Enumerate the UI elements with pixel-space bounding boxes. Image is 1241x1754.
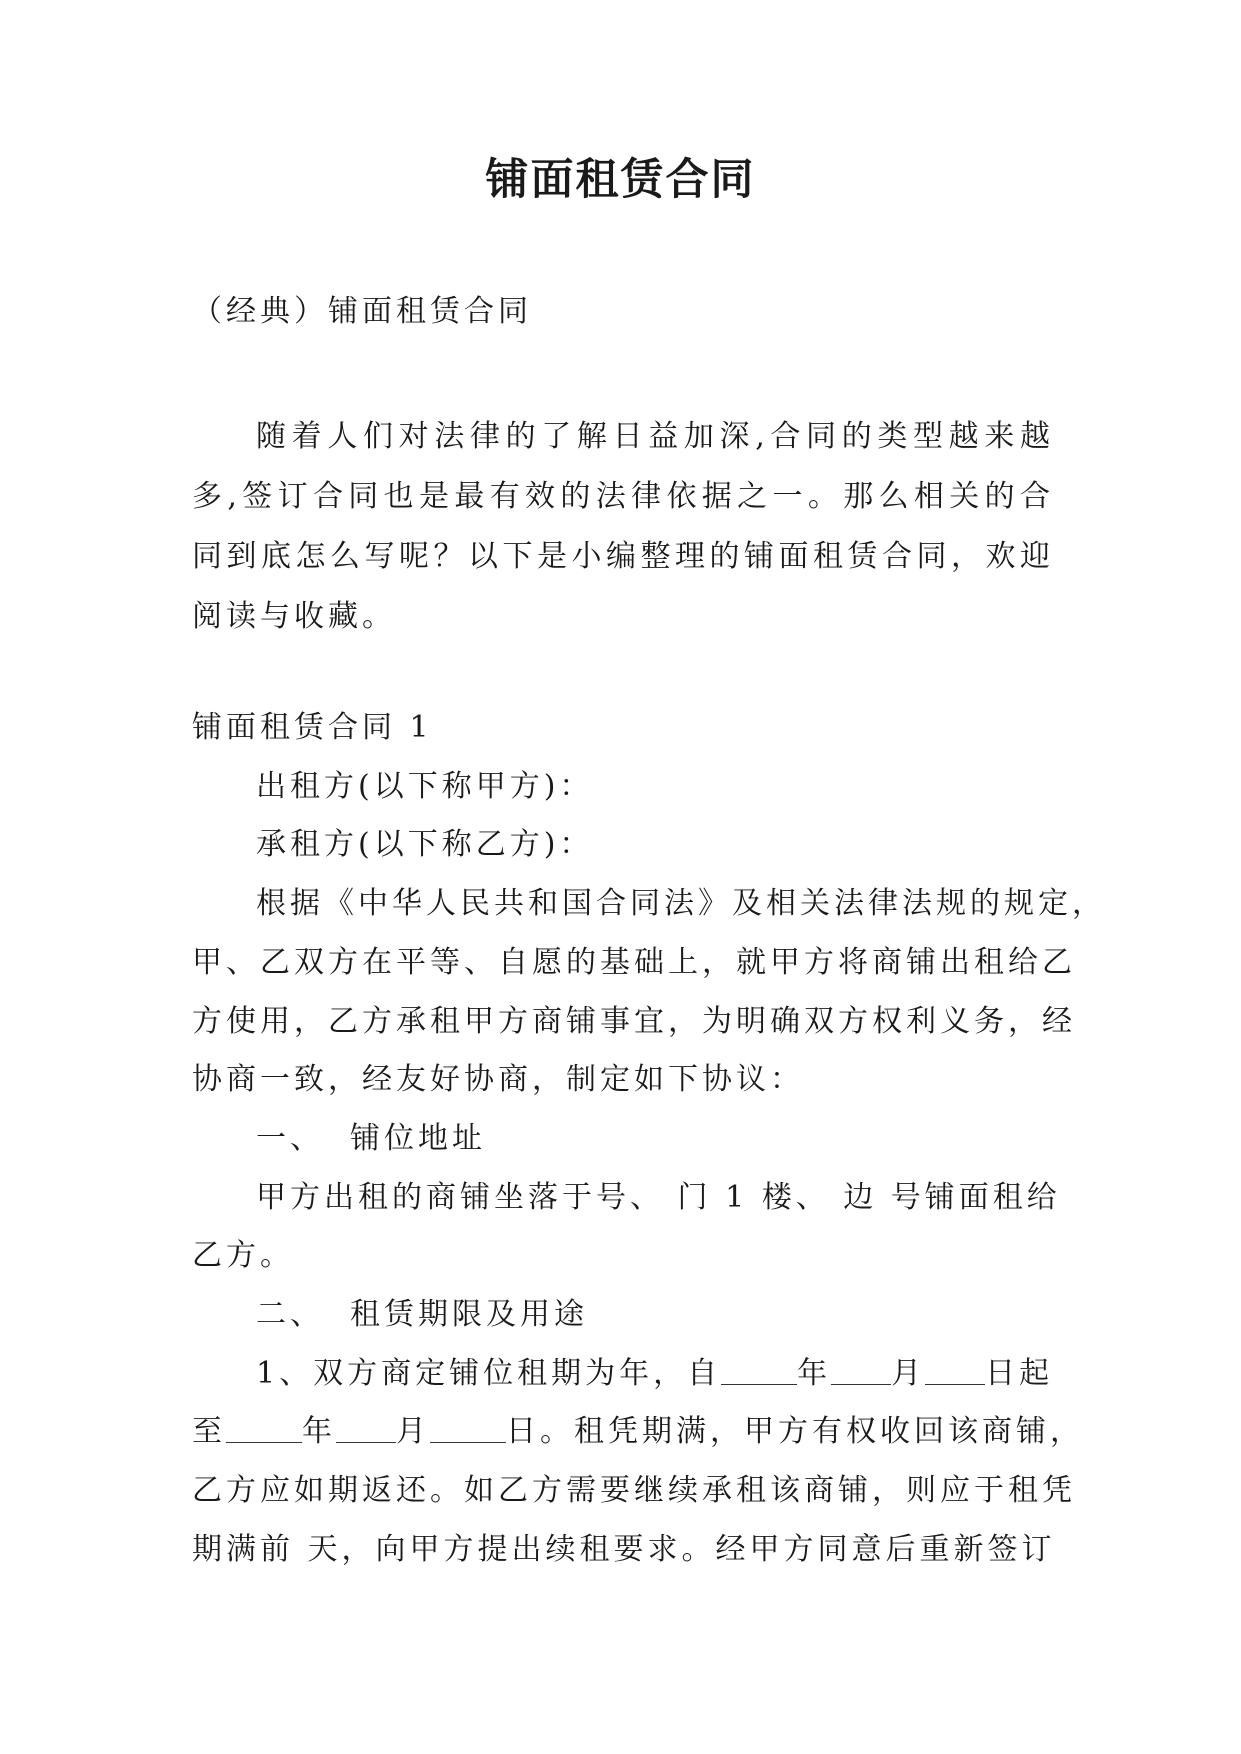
preamble-line: 协商一致，经友好协商，制定如下协议： [192, 1062, 804, 1098]
intro-paragraph: 随着人们对法律的了解日益加深,合同的类型越来越多,签订合同也是最有效的法律依据之一。那么相关的合同到底怎么写呢？以下是小编整理的铺面租赁合同，欢迎阅读与收藏。 [192, 419, 1054, 634]
section-2-title: 租赁期限及用途 [350, 1297, 588, 1333]
contract-heading: 铺面租赁合同 1 [192, 710, 433, 745]
party-a-line: 出租方(以下称甲方)： [256, 768, 594, 804]
clause-1-line-3: 乙方应如期返还。如乙方需要继续承租该商铺，则应于租凭 [192, 1473, 1076, 1509]
clause-text: 年 [797, 1355, 832, 1391]
clause-text: 年 [302, 1414, 336, 1450]
section-2-heading [192, 1286, 1054, 1345]
blank-year [721, 1354, 797, 1385]
blank-day [925, 1354, 985, 1385]
document-subtitle: （经典）铺面租赁合同 [192, 294, 532, 329]
blank-month [336, 1412, 396, 1443]
section-2-number: 二、 [256, 1297, 324, 1333]
preamble-line: 甲、乙双方在平等、自愿的基础上，就甲方将商铺出租给乙 [192, 944, 1076, 980]
clause-text: 至 [192, 1414, 226, 1450]
section-1-title: 铺位地址 [350, 1120, 486, 1156]
preamble-line: 根据《中华人民共和国合同法》及相关法律法规的规定， [256, 886, 1106, 922]
blank-day [430, 1412, 506, 1443]
clause-text: 日起 [985, 1355, 1054, 1391]
blank-month [831, 1354, 891, 1385]
preamble-line: 方使用，乙方承租甲方商铺事宜，为明确双方权利义务，经 [192, 1003, 1076, 1039]
clause-1-line-2 [192, 1403, 1084, 1462]
clause-1-line-1 [192, 1345, 1054, 1404]
section-1-number: 一、 [256, 1120, 324, 1156]
party-b-line: 承租方(以下称乙方)： [256, 827, 594, 863]
clause-1-line-4: 期满前 天，向甲方提出续租要求。经甲方同意后重新签订 [192, 1531, 1056, 1567]
section-1-heading [192, 1110, 1054, 1169]
blank-year [226, 1412, 302, 1443]
document-title: 铺面租赁合同 [485, 155, 756, 205]
clause-text: 日。租凭期满，甲方有权收回该商铺， [506, 1414, 1084, 1450]
section-1-text-end: 乙方。 [192, 1238, 294, 1274]
clause-text: 月 [396, 1414, 430, 1450]
contract-body [192, 699, 1106, 1580]
section-1-text: 甲方出租的商铺坐落于号、 门 1 楼、 边 号铺面租给 [256, 1179, 1061, 1215]
clause-text: 月 [891, 1355, 926, 1391]
clause-text: 1、双方商定铺位租期为年，自 [256, 1355, 722, 1391]
